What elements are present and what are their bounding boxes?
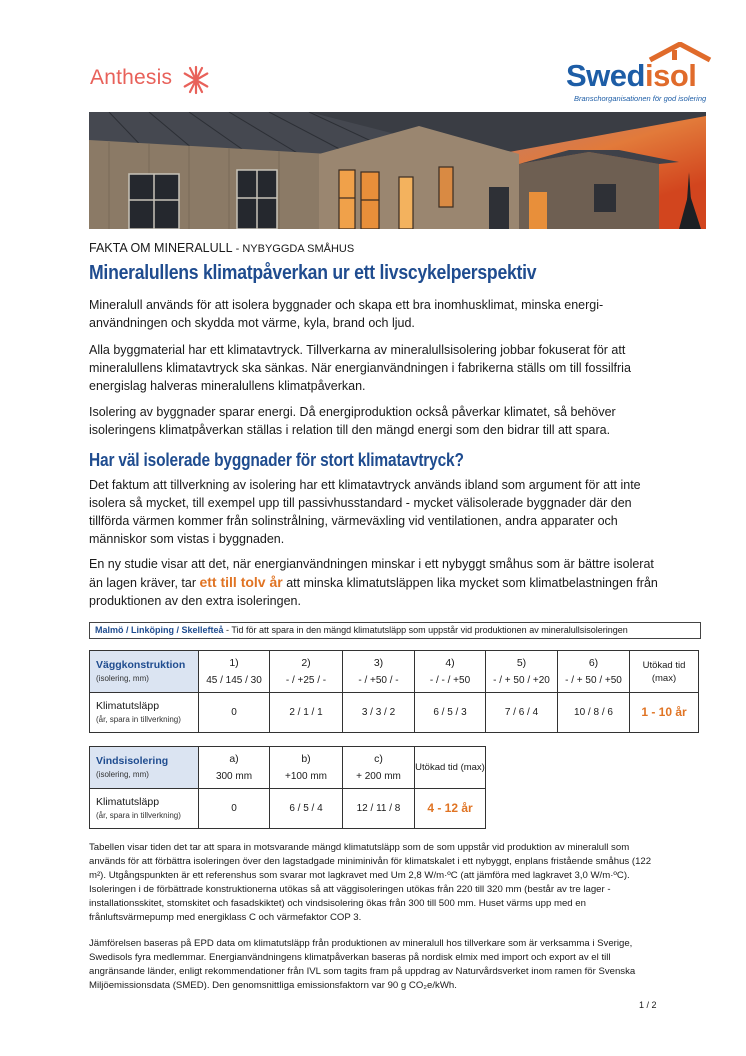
intro-paragraph-3: Isolering av byggnader sparar energi. Då energiproduktion också påverkar klimatet, så behöver isoleringens klimatpåverkan ställas i relation till den mängd energi som den bidrar till att spara.: [89, 405, 616, 437]
page-title: Mineralullens klimatpåverkan ur ett livscykelperspektiv: [89, 261, 537, 284]
section2-paragraph-2: En ny studie visar att det, när energianvändningen minskar i ett nybyggt småhus som är bättre isolerat än lagen kräver, tar ett till tolv år att minska klimatutsläppen lika mycket som klimatbelastningen från produktionen av den extra isoleringen.: [89, 557, 658, 608]
section-kicker: FAKTA OM MINERALULL - NYBYGGDA SMÅHUS: [89, 241, 355, 255]
wall-table: [89, 650, 699, 733]
anthesis-snowflake-icon: [180, 64, 212, 96]
attic-table-header: Vindsisolering (isolering, mm): [90, 747, 199, 789]
hero-house-photo: [89, 112, 706, 229]
wall-col-5: 5) - / + 50 / +20: [486, 651, 558, 693]
highlight-years: ett till tolv år: [199, 574, 283, 590]
table-banner: Malmö / Linköping / Skellefteå - Tid för att spara in den mängd klimatutsläpp som uppstår vid produktionen av mineralullsisoleringen: [89, 622, 701, 639]
attic-col-a: a) 300 mm: [199, 747, 270, 789]
swedisol-tagline: Branschorganisationen för god isolering: [574, 94, 707, 103]
wall-value-1: 0: [199, 693, 270, 733]
footnote-data-source: Jämförelsen baseras på EPD data om klimatutsläpp från produktionen av mineralull hos tillverkare som är verksamma i Sverige, Swedisols fyra medlemmar. Energianvändningens klimatpåverkan baseras på nordisk elmix med import och export av el till angränsande länder, enligt rekommendationer från IVL som tagits fram på uppdrag av Naturvårdsverket inom ramen för Svenska Miljöemissionsdata (SMED). Den genomsnittliga emissionsfaktorn var 90 g CO₂e/kWh.: [89, 938, 636, 991]
wall-col-4: 4) - / - / +50: [415, 651, 486, 693]
wall-value-5: 7 / 6 / 4: [486, 693, 558, 733]
wall-value-extended: 1 - 10 år: [630, 693, 699, 733]
attic-col-extended: Utökad tid (max): [415, 747, 486, 789]
wall-col-1: 1) 45 / 145 / 30: [199, 651, 270, 693]
attic-table: [89, 746, 486, 829]
swedisol-logo: Swedisol: [566, 58, 697, 93]
wall-col-3: 3) - / +50 / -: [343, 651, 415, 693]
section-heading: Har väl isolerade byggnader för stort klimatavtryck?: [89, 450, 464, 470]
attic-value-b: 6 / 5 / 4: [270, 789, 343, 829]
wall-value-3: 3 / 3 / 2: [343, 693, 415, 733]
attic-row-label: Klimatutsläpp (år, spara in tillverkning): [90, 789, 199, 829]
attic-col-c: c) + 200 mm: [343, 747, 415, 789]
wall-row-label: Klimatutsläpp (år, spara in tillverkning): [90, 693, 199, 733]
section2-paragraph-1: Det faktum att tillverkning av isolering har ett klimatavtryck används ibland som argument för att inte isolera så mycket, till exempel upp till passivhusstandard - mycket välisolerade byggnader där den tillförda värmen kommer från solinstrålning, värmeväxling vid ventilationen, andra apparater och människor som vistas i byggnaden.: [89, 478, 641, 546]
wall-col-6: 6) - / + 50 / +50: [558, 651, 630, 693]
attic-value-extended: 4 - 12 år: [415, 789, 486, 829]
wall-value-2: 2 / 1 / 1: [270, 693, 343, 733]
page-number: 1 / 2: [639, 1000, 657, 1010]
anthesis-logo: Anthesis: [90, 66, 173, 89]
footnote-method: Tabellen visar tiden det tar att spara in motsvarande mängd klimatutsläpp som de som uppstår vid produktion av mineralull som används för att förbättra isoleringen över den lagstadgade miniminivån för klimatskalet i ett nybyggt, enplans fristående småhus (122 m²). Utgångspunkten är ett referenshus som svarar mot lagkravet med Um 2,8 W/m·ºC (att jämföra med lagkravet 3,0 W/m·ºC). Isoleringen i de förbättrade konstruktionerna utökas så att väggisoleringen utökas från 220 till 320 mm (består av tre lager - installationsskitet, stomskitet och fasadskiktet) och vindsisolering ökas från 300 till 500 mm. Huset värms upp med en frånluftsvärmepump med energiklass C och värmefaktor COP 3.: [89, 842, 652, 923]
intro-paragraph-1: Mineralull används för att isolera byggnader och skapa ett bra inomhusklimat, minska energi-användningen och skydda mot värme, kyla, brand och ljud.: [89, 298, 604, 330]
attic-value-c: 12 / 11 / 8: [343, 789, 415, 829]
wall-value-4: 6 / 5 / 3: [415, 693, 486, 733]
wall-value-6: 10 / 8 / 6: [558, 693, 630, 733]
wall-col-extended: Utökad tid (max): [630, 651, 699, 693]
attic-col-b: b) +100 mm: [270, 747, 343, 789]
wall-table-header: Väggkonstruktion (isolering, mm): [90, 651, 199, 693]
intro-paragraph-2: Alla byggmaterial har ett klimatavtryck. Tillverkarna av mineralullsisolering jobbar fokuserat för att mineralullens klimatavtryck ska sänkas. När energianvändningen i fabrikerna ställs om till fossilfria energislag halveras mineralullens klimatpåverkan.: [89, 343, 631, 393]
attic-value-a: 0: [199, 789, 270, 829]
wall-col-2: 2) - / +25 / -: [270, 651, 343, 693]
